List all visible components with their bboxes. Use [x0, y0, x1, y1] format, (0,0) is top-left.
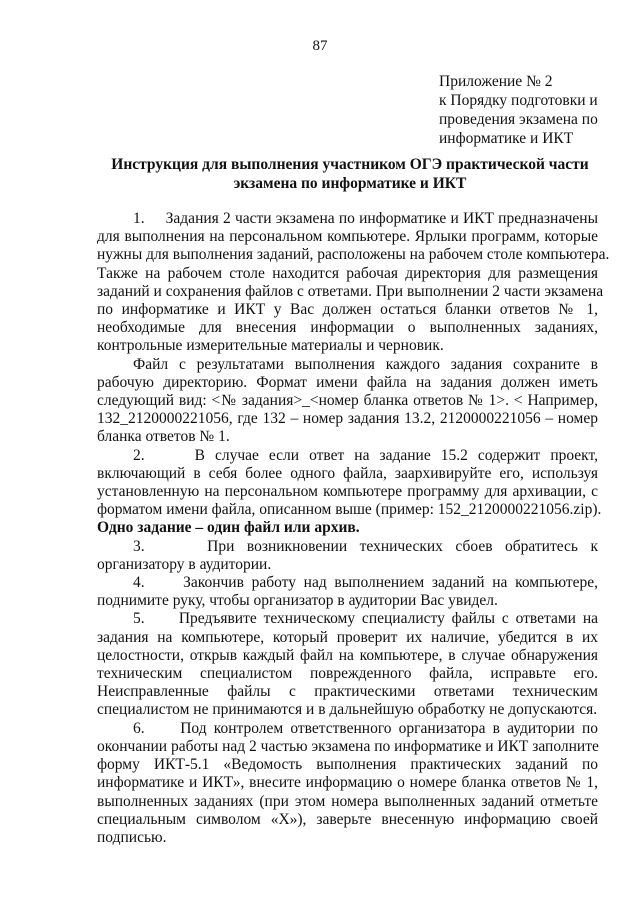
- paragraph-item-5: [97, 610, 598, 719]
- document-title: [90, 155, 610, 193]
- paragraph-item-2: [97, 446, 602, 538]
- paragraph-line: заданий и сохранения файлов с ответами. При выполнении 2 части экзамена: [97, 282, 604, 300]
- paragraph-item-6: [97, 720, 598, 847]
- title-line: экзамена по информатике и ИКТ: [233, 175, 467, 192]
- paragraph-line: необходимые для внесения информации о выполненных заданиях,: [97, 319, 598, 337]
- paragraph-line: 1. Задания 2 части экзамена по информатике и ИКТ предназначены: [133, 210, 598, 227]
- paragraph-line: рабочую директорию. Формат имени файла на задания должен иметь: [97, 373, 598, 391]
- paragraph-line: 132_2120000221056, где 132 – номер задания 13.2, 2120000221056 – номер: [97, 410, 598, 428]
- bold-rule-line: Одно задание – один файл или архив.: [97, 519, 360, 537]
- paragraph-line: 4. Закончив работу над выполнением заданий на компьютере,: [133, 574, 598, 592]
- paragraph-line: 2. В случае если ответ на задание 15.2 содержит проект,: [133, 446, 598, 464]
- appendix-line: информатике и ИКТ: [439, 130, 574, 147]
- paragraph-line: Файл с результатами выполнения каждого задания сохраните в: [133, 355, 598, 373]
- document-body: [97, 210, 610, 847]
- paragraph-line: выполненных заданиях (при этом номера выполненных заданий отметьте: [97, 792, 598, 810]
- paragraph-line: организатору в аудитории.: [97, 555, 272, 573]
- paragraph-line: установленную на персональном компьютере программу для архивации, с: [97, 483, 598, 501]
- paragraph-line: специалистом не принимаются и в дальнейшую обработку не допускаются.: [97, 701, 598, 719]
- paragraph-line: специальным символом «Х»), заверьте внесенную информацию своей: [97, 810, 598, 828]
- appendix-header: [439, 72, 629, 148]
- paragraph-item-1: [97, 210, 610, 356]
- paragraph-line: подписью.: [97, 828, 167, 846]
- appendix-line: Приложение № 2: [439, 73, 553, 90]
- paragraph-line: 3. При возникновении технических сбоев обратитесь к: [133, 537, 598, 555]
- paragraph-line: окончании работы над 2 частью экзамена по информатике и ИКТ заполните: [97, 737, 599, 755]
- paragraph-line: нужны для выполнения заданий, расположены на рабочем столе компьютера.: [97, 246, 610, 264]
- paragraph-line: поднимите руку, чтобы организатор в аудитории Вас увидел.: [97, 592, 498, 610]
- paragraph-line: 5. Предъявите техническому специалисту файлы с ответами на: [133, 610, 598, 628]
- paragraph-line: Также на рабочем столе находится рабочая директория для размещения: [97, 264, 598, 282]
- paragraph-line: для выполнения на персональном компьютере. Ярлыки программ, которые: [97, 228, 598, 246]
- paragraph-line: следующий вид: <№ задания>_<номер бланка ответов № 1>. < Например,: [97, 392, 598, 410]
- paragraph-item-3: [97, 538, 598, 574]
- paragraph-item-4: [97, 574, 598, 610]
- paragraph-line: информатике и ИКТ», внесите информацию о номере бланка ответов № 1,: [97, 774, 598, 792]
- paragraph-line: форму ИКТ-5.1 «Ведомость выполнения практических заданий по: [97, 756, 598, 774]
- paragraph-line: форматом имени файла, описанном выше (пример: 152_2120000221056.zip).: [97, 501, 602, 519]
- appendix-line: проведения экзамена по: [439, 111, 598, 128]
- paragraph-line: 6. Под контролем ответственного организатора в аудитории по: [133, 719, 598, 737]
- paragraph-file-format: [97, 356, 598, 447]
- appendix-line: к Порядку подготовки и: [439, 92, 598, 109]
- title-line: Инструкция для выполнения участником ОГЭ практической части: [111, 156, 589, 173]
- paragraph-line: по информатике и ИКТ у Вас должен остаться бланки ответов № 1,: [97, 301, 598, 319]
- paragraph-line: задания на компьютере, который проверит их наличие, убедится в их: [97, 628, 598, 646]
- paragraph-line: контрольные измерительные материалы и черновик.: [97, 337, 444, 355]
- paragraph-line: бланка ответов № 1.: [97, 428, 230, 446]
- paragraph-line: техническим специалистом поврежденного файла, исправьте его.: [97, 665, 598, 683]
- paragraph-line: целостности, открыв каждый файл на компьютере, в случае обнаружения: [97, 646, 598, 664]
- paragraph-line: включающий в себя более одного файла, заархивируйте его, используя: [97, 464, 598, 482]
- paragraph-line: Неисправленные файлы с практическими ответами техническим: [97, 683, 598, 701]
- page-number: 87: [312, 38, 328, 54]
